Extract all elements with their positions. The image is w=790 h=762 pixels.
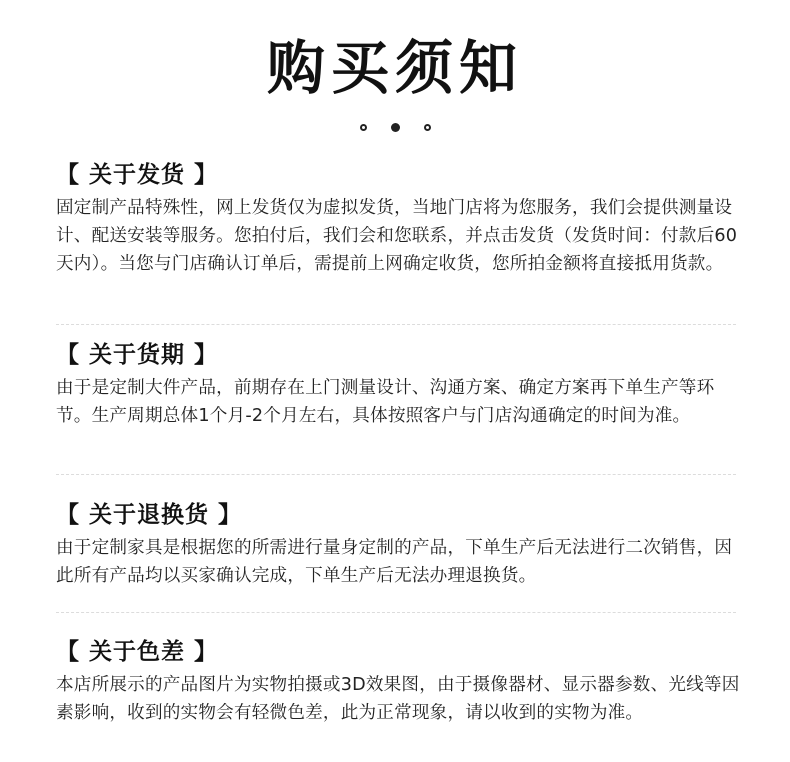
small-circle-icon (360, 124, 367, 131)
section-heading: 【 关于退换货 】 (56, 502, 243, 528)
section-shipping (56, 160, 746, 278)
section-divider (56, 612, 736, 613)
section-divider (56, 324, 736, 325)
section-delivery-period (56, 340, 746, 430)
section-body: 由于定制家具是根据您的所需进行量身定制的产品，下单生产后无法进行二次销售，因此所有产品均以买家确认完成，下单生产后无法办理退换货。 (56, 538, 733, 586)
small-circle-icon (424, 124, 431, 131)
section-body: 由于是定制大件产品，前期存在上门测量设计、沟通方案、确定方案再下单生产等环节。生产周期总体1个月-2个月左右，具体按照客户与门店沟通确定的时间为准。 (56, 378, 715, 426)
page-title: 购买须知 (266, 34, 523, 102)
section-heading: 【 关于发货 】 (56, 162, 219, 188)
section-divider (56, 474, 736, 475)
section-body: 固定制产品特殊性，网上发货仅为虚拟发货，当地门店将为您服务，我们会提供测量设计、配送安装等服务。您拍付后，我们会和您联系，并点击发货（发货时间：付款后60天内）。当您与门店确认订单后，需提前上网确定收货，您所拍金额将直接抵用货款。 (56, 198, 738, 274)
filled-dot-icon (391, 123, 400, 132)
section-heading: 【 关于货期 】 (56, 342, 219, 368)
section-body: 本店所展示的产品图片为实物拍摄或3D效果图，由于摄像器材、显示器参数、光线等因素影响，收到的实物会有轻微色差，此为正常现象，请以收到的实物为准。 (56, 675, 740, 723)
section-returns (56, 500, 746, 590)
title-decoration-dots (0, 123, 790, 132)
section-heading: 【 关于色差 】 (56, 639, 219, 665)
section-color-difference (56, 637, 746, 727)
